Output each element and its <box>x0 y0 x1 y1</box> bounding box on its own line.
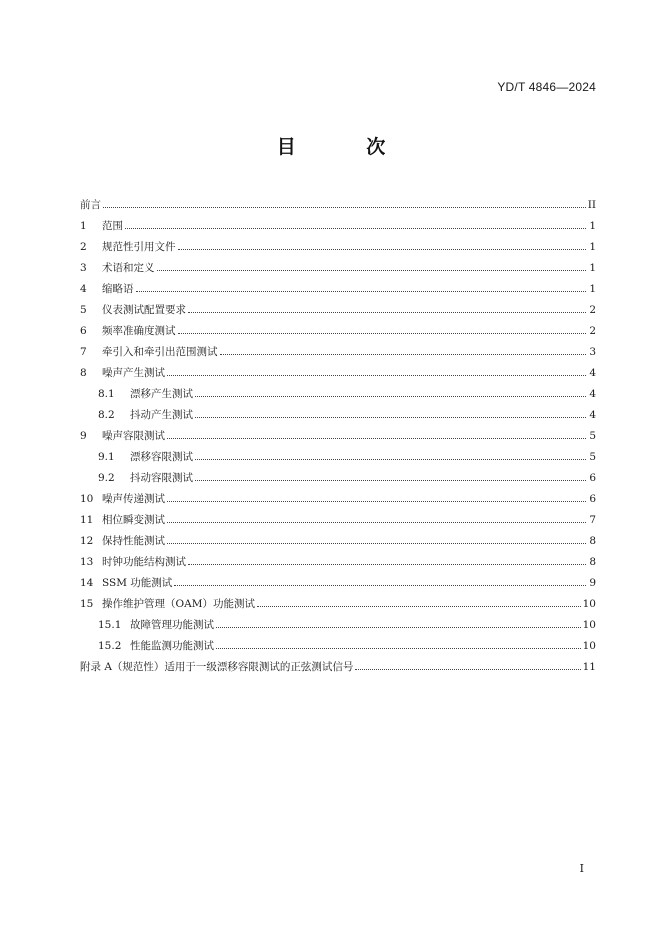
toc-entry-number: 8 <box>80 366 87 379</box>
toc-entry-number: 9 <box>80 429 87 442</box>
toc-entry-8[interactable] <box>80 357 596 378</box>
toc-entry-11[interactable] <box>80 504 596 525</box>
toc-leader-dots <box>195 458 586 460</box>
toc-entry-number: 12 <box>80 534 94 547</box>
toc-leader-dots <box>157 269 587 271</box>
toc-leader-dots <box>257 605 581 607</box>
toc-entry-7[interactable] <box>80 336 596 357</box>
toc-entry-label: 漂移容限测试 <box>130 450 193 463</box>
toc-entry-label: 缩略语 <box>102 282 134 295</box>
toc-entry-page: II <box>587 198 596 211</box>
toc-leader-dots <box>167 437 586 439</box>
toc-entry-page: 4 <box>589 408 596 421</box>
toc-entry-label: 范围 <box>102 219 123 232</box>
toc-entry-label: 牵引入和牵引出范围测试 <box>102 345 218 358</box>
toc-entry-number: 6 <box>80 324 87 337</box>
toc-entry-label: 噪声容限测试 <box>102 429 165 442</box>
toc-entry-number: 1 <box>80 219 87 232</box>
toc-entry-page: 4 <box>589 366 596 379</box>
toc-entry-page: 1 <box>589 240 596 253</box>
toc-entry-number: 9.1 <box>98 450 115 463</box>
toc-entry-number: 7 <box>80 345 87 358</box>
toc-entry-page: 8 <box>589 555 596 568</box>
table-of-contents <box>80 189 596 672</box>
toc-entry-number: 3 <box>80 261 87 274</box>
toc-leader-dots <box>188 311 586 313</box>
toc-entry-12[interactable] <box>80 525 596 546</box>
toc-entry-page: 1 <box>589 261 596 274</box>
toc-entry-number: 11 <box>80 513 94 526</box>
toc-entry-15-2[interactable] <box>80 630 596 651</box>
toc-leader-dots <box>167 521 586 523</box>
toc-entry-label: 性能监测功能测试 <box>130 639 214 652</box>
toc-entry-page: 8 <box>589 534 596 547</box>
toc-leader-dots <box>195 479 586 481</box>
toc-entry-page: 4 <box>589 387 596 400</box>
toc-entry-page: 1 <box>589 219 596 232</box>
standard-number: YD/T 4846—2024 <box>497 80 596 94</box>
toc-leader-dots <box>216 647 581 649</box>
toc-entry-number: 15.1 <box>98 618 122 631</box>
toc-entry-label: 操作维护管理（OAM）功能测试 <box>102 597 255 610</box>
toc-entry-15[interactable] <box>80 588 596 609</box>
toc-entry-foreword[interactable] <box>80 189 596 210</box>
toc-leader-dots <box>220 353 587 355</box>
toc-leader-dots <box>178 248 587 250</box>
toc-entry-page: 6 <box>589 492 596 505</box>
toc-entry-3[interactable] <box>80 252 596 273</box>
toc-leader-dots <box>167 374 586 376</box>
toc-entry-number: 15 <box>80 597 94 610</box>
toc-entry-page: 5 <box>589 450 596 463</box>
toc-entry-appendix-a[interactable] <box>80 651 596 672</box>
toc-entry-page: 1 <box>589 282 596 295</box>
toc-entry-page: 7 <box>589 513 596 526</box>
toc-entry-page: 5 <box>589 429 596 442</box>
toc-entry-page: 2 <box>589 303 596 316</box>
toc-entry-label: SSM 功能测试 <box>102 576 173 589</box>
toc-entry-4[interactable] <box>80 273 596 294</box>
toc-entry-label: 仪表测试配置要求 <box>102 303 186 316</box>
toc-entry-9-1[interactable] <box>80 441 596 462</box>
toc-entry-number: 13 <box>80 555 94 568</box>
toc-entry-number: 4 <box>80 282 87 295</box>
toc-entry-number: 15.2 <box>98 639 122 652</box>
toc-entry-page: 10 <box>582 597 596 610</box>
toc-entry-6[interactable] <box>80 315 596 336</box>
toc-entry-13[interactable] <box>80 546 596 567</box>
toc-entry-2[interactable] <box>80 231 596 252</box>
toc-entry-page: 10 <box>582 618 596 631</box>
toc-entry-8-2[interactable] <box>80 399 596 420</box>
toc-leader-dots <box>167 500 586 502</box>
toc-entry-label: 抖动容限测试 <box>130 471 193 484</box>
toc-entry-number: 5 <box>80 303 87 316</box>
toc-leader-dots <box>188 563 586 565</box>
toc-leader-dots <box>103 206 586 208</box>
toc-entry-1[interactable] <box>80 210 596 231</box>
toc-entry-10[interactable] <box>80 483 596 504</box>
toc-entry-label: 保持性能测试 <box>102 534 165 547</box>
toc-entry-number: 8.2 <box>98 408 115 421</box>
toc-leader-dots <box>195 416 586 418</box>
toc-entry-label: 噪声产生测试 <box>102 366 165 379</box>
toc-entry-label: 前言 <box>80 198 101 211</box>
toc-leader-dots <box>167 542 586 544</box>
toc-leader-dots <box>178 332 587 334</box>
toc-entry-5[interactable] <box>80 294 596 315</box>
toc-leader-dots <box>355 668 580 670</box>
toc-entry-page: 2 <box>589 324 596 337</box>
toc-entry-number: 14 <box>80 576 94 589</box>
toc-leader-dots <box>125 227 586 229</box>
toc-entry-number: 2 <box>80 240 87 253</box>
toc-entry-9[interactable] <box>80 420 596 441</box>
toc-entry-number: 8.1 <box>98 387 115 400</box>
toc-entry-label: 时钟功能结构测试 <box>102 555 186 568</box>
toc-entry-page: 3 <box>589 345 596 358</box>
toc-entry-14[interactable] <box>80 567 596 588</box>
toc-entry-label: 噪声传递测试 <box>102 492 165 505</box>
toc-entry-page: 11 <box>582 660 596 673</box>
toc-leader-dots <box>174 584 586 586</box>
toc-leader-dots <box>216 626 581 628</box>
page-number: I <box>579 862 584 875</box>
toc-entry-label: 抖动产生测试 <box>130 408 193 421</box>
toc-leader-dots <box>195 395 586 397</box>
toc-entry-page: 9 <box>589 576 596 589</box>
toc-leader-dots <box>136 290 587 292</box>
toc-entry-label: 相位瞬变测试 <box>102 513 165 526</box>
toc-entry-label: 规范性引用文件 <box>102 240 176 253</box>
page-title: 目 次 <box>276 136 418 158</box>
toc-entry-number: 9.2 <box>98 471 115 484</box>
toc-entry-8-1[interactable] <box>80 378 596 399</box>
toc-entry-label: 频率准确度测试 <box>102 324 176 337</box>
toc-entry-label: 漂移产生测试 <box>130 387 193 400</box>
toc-entry-label: 故障管理功能测试 <box>130 618 214 631</box>
toc-entry-15-1[interactable] <box>80 609 596 630</box>
toc-entry-number: 10 <box>80 492 94 505</box>
toc-entry-9-2[interactable] <box>80 462 596 483</box>
toc-entry-page: 6 <box>589 471 596 484</box>
toc-entry-label: 附录 A（规范性）适用于一级漂移容限测试的正弦测试信号 <box>80 660 354 673</box>
toc-entry-label: 术语和定义 <box>102 261 155 274</box>
toc-entry-page: 10 <box>582 639 596 652</box>
